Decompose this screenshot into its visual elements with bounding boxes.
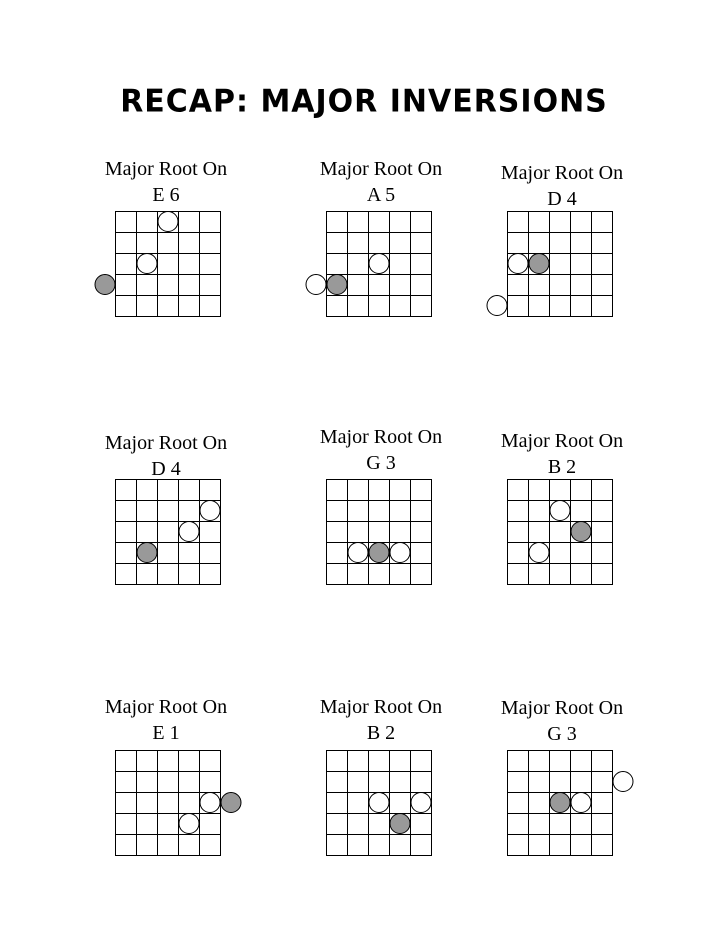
root-note-dot [529, 254, 549, 274]
diagram-label [296, 156, 466, 208]
label-line-1: Major Root On [319, 158, 443, 180]
note-dot [348, 543, 368, 563]
label-line-2: E 6 [152, 184, 180, 206]
root-note-dot [95, 275, 115, 295]
diagram-label [81, 156, 251, 208]
note-dot [390, 543, 410, 563]
label-line-1: Major Root On [500, 697, 624, 719]
root-note-dot [369, 543, 389, 563]
note-dot [613, 772, 633, 792]
label-line-1: Major Root On [500, 430, 624, 452]
label-line-2: E 1 [152, 722, 180, 744]
note-dot [369, 793, 389, 813]
label-line-1: Major Root On [319, 426, 443, 448]
diagram-label [477, 428, 647, 480]
label-line-2: B 2 [366, 722, 396, 744]
label-line-2: A 5 [366, 184, 396, 206]
label-line-1: Major Root On [104, 432, 228, 454]
label-line-1: Major Root On [104, 158, 228, 180]
note-dot [158, 212, 178, 232]
note-dot [200, 793, 220, 813]
label-line-1: Major Root On [500, 162, 624, 184]
note-dot [508, 254, 528, 274]
note-dot [571, 793, 591, 813]
note-dot [179, 522, 199, 542]
fretboard-diagram [507, 479, 613, 585]
fretboard-diagram [115, 479, 221, 585]
label-line-1: Major Root On [104, 696, 228, 718]
fretboard-diagram [115, 211, 221, 317]
label-line-2: D 4 [151, 458, 181, 480]
root-note-dot [571, 522, 591, 542]
root-note-dot [137, 543, 157, 563]
note-dot [137, 254, 157, 274]
diagram-label [81, 694, 251, 746]
root-note-dot [221, 793, 241, 813]
fretboard-diagram [507, 750, 613, 856]
fretboard-diagram [326, 479, 432, 585]
diagram-label [296, 424, 466, 476]
diagram-label [296, 694, 466, 746]
fretboard-diagram [326, 750, 432, 856]
note-dot [411, 793, 431, 813]
label-line-2: B 2 [547, 456, 577, 478]
note-dot [369, 254, 389, 274]
fretboard-diagram [115, 750, 221, 856]
label-line-2: G 3 [366, 452, 396, 474]
root-note-dot [390, 814, 410, 834]
label-line-2: G 3 [547, 723, 577, 745]
fretboard-diagram [507, 211, 613, 317]
note-dot [200, 501, 220, 521]
note-dot [550, 501, 570, 521]
label-line-2: D 4 [547, 188, 577, 210]
diagram-label [81, 430, 251, 482]
label-line-1: Major Root On [319, 696, 443, 718]
diagram-label [477, 695, 647, 747]
root-note-dot [327, 275, 347, 295]
diagram-label [477, 160, 647, 212]
root-note-dot [550, 793, 570, 813]
note-dot [179, 814, 199, 834]
note-dot [306, 275, 326, 295]
fretboard-diagram [326, 211, 432, 317]
note-dot [529, 543, 549, 563]
page-title: RECAP: MAJOR INVERSIONS [120, 83, 608, 120]
note-dot [487, 296, 507, 316]
